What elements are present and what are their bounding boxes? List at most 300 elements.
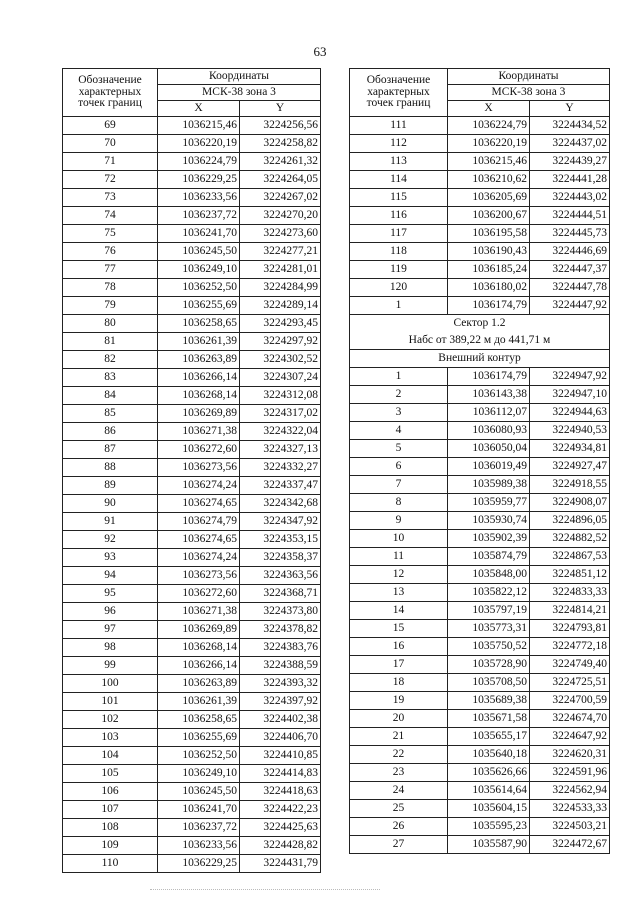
y-coordinate-cell: 3224410,85 — [240, 747, 321, 765]
table-row — [350, 836, 610, 854]
page-number: 63 — [313, 44, 327, 59]
point-number-cell: 18 — [350, 674, 448, 692]
point-number-cell: 110 — [63, 855, 158, 873]
table-row — [350, 476, 610, 494]
point-number-cell: 26 — [350, 818, 448, 836]
table-row — [63, 639, 321, 657]
y-coordinate-cell: 3224908,07 — [530, 494, 610, 512]
x-coordinate-cell: 1035797,19 — [448, 602, 530, 620]
point-number-cell: 13 — [350, 584, 448, 602]
y-coordinate-cell: 3224814,21 — [530, 602, 610, 620]
point-number-cell: 4 — [350, 422, 448, 440]
y-coordinate-cell: 3224441,28 — [530, 171, 610, 189]
point-number-cell: 82 — [63, 351, 158, 369]
point-number-cell: 104 — [63, 747, 158, 765]
table-row — [63, 297, 321, 315]
point-number-cell: 108 — [63, 819, 158, 837]
y-coordinate-cell: 3224264,05 — [240, 171, 321, 189]
table-row — [350, 692, 610, 710]
y-coordinate-cell: 3224297,92 — [240, 333, 321, 351]
designation-header-line1: Обозначение — [366, 74, 431, 87]
x-coordinate-cell: 1036249,10 — [158, 261, 240, 279]
table-row — [63, 315, 321, 333]
table-row — [63, 207, 321, 225]
table-row — [63, 585, 321, 603]
y-coordinate-cell: 3224358,37 — [240, 549, 321, 567]
x-coordinate-cell: 1035822,12 — [448, 584, 530, 602]
x-coordinate-cell: 1036241,70 — [158, 225, 240, 243]
x-coordinate-cell: 1036269,89 — [158, 621, 240, 639]
y-coordinate-cell: 3224674,70 — [530, 710, 610, 728]
sector-cell — [350, 315, 610, 350]
x-coordinate-cell: 1036237,72 — [158, 207, 240, 225]
point-number-cell: 14 — [350, 602, 448, 620]
point-number-cell: 24 — [350, 782, 448, 800]
designation-header-line2: характерных — [367, 85, 430, 98]
point-number-cell: 25 — [350, 800, 448, 818]
x-coordinate-cell: 1036271,38 — [158, 423, 240, 441]
point-number-cell: 21 — [350, 728, 448, 746]
point-number-cell: 100 — [63, 675, 158, 693]
y-coordinate-cell: 3224293,45 — [240, 315, 321, 333]
point-number-cell: 77 — [63, 261, 158, 279]
y-coordinate-cell: 3224896,05 — [530, 512, 610, 530]
y-coordinate-cell: 3224273,60 — [240, 225, 321, 243]
x-coordinate-cell: 1036263,89 — [158, 675, 240, 693]
y-coordinate-cell: 3224428,82 — [240, 837, 321, 855]
table-row — [350, 135, 610, 153]
x-coordinate-cell: 1036274,65 — [158, 495, 240, 513]
y-coordinate-cell: 3224393,32 — [240, 675, 321, 693]
x-coordinate-cell: 1036245,50 — [158, 243, 240, 261]
x-coordinate-cell: 1035604,15 — [448, 800, 530, 818]
x-coordinate-cell: 1035595,23 — [448, 818, 530, 836]
table-row — [350, 404, 610, 422]
y-coordinate-cell: 3224332,27 — [240, 459, 321, 477]
table-row — [63, 747, 321, 765]
y-coordinate-cell: 3224439,27 — [530, 153, 610, 171]
y-coordinate-cell: 3224437,02 — [530, 135, 610, 153]
point-number-cell: 113 — [350, 153, 448, 171]
right-table-body-bottom — [350, 368, 610, 854]
coordinates-table-right — [349, 68, 610, 854]
x-coordinate-cell: 1036249,10 — [158, 765, 240, 783]
point-number-cell: 1 — [350, 368, 448, 386]
right-table-body-top — [350, 117, 610, 315]
point-number-cell: 91 — [63, 513, 158, 531]
y-coordinate-cell: 3224368,71 — [240, 585, 321, 603]
y-coordinate-cell: 3224353,15 — [240, 531, 321, 549]
y-coordinate-cell: 3224302,52 — [240, 351, 321, 369]
y-column-header: Y — [530, 101, 610, 117]
x-coordinate-cell: 1035671,58 — [448, 710, 530, 728]
x-coordinate-cell: 1036174,79 — [448, 297, 530, 315]
coords-header-line1: Координаты — [158, 69, 321, 85]
x-coordinate-cell: 1035848,00 — [448, 566, 530, 584]
coords-header-line1: Координаты — [448, 69, 610, 85]
y-coordinate-cell: 3224620,31 — [530, 746, 610, 764]
x-coordinate-cell: 1035874,79 — [448, 548, 530, 566]
table-row — [350, 512, 610, 530]
y-coordinate-cell: 3224277,21 — [240, 243, 321, 261]
table-row — [63, 819, 321, 837]
point-number-cell: 20 — [350, 710, 448, 728]
x-coordinate-cell: 1036215,46 — [158, 117, 240, 135]
x-coordinate-cell: 1036255,69 — [158, 729, 240, 747]
table-row — [63, 423, 321, 441]
y-coordinate-cell: 3224833,33 — [530, 584, 610, 602]
point-number-cell: 94 — [63, 567, 158, 585]
table-row — [350, 207, 610, 225]
point-number-cell: 114 — [350, 171, 448, 189]
x-coordinate-cell: 1035750,52 — [448, 638, 530, 656]
point-number-cell: 3 — [350, 404, 448, 422]
x-coordinate-cell: 1036274,79 — [158, 513, 240, 531]
x-coordinate-cell: 1035626,66 — [448, 764, 530, 782]
y-coordinate-cell: 3224414,83 — [240, 765, 321, 783]
x-coordinate-cell: 1036263,89 — [158, 351, 240, 369]
point-number-cell: 15 — [350, 620, 448, 638]
point-number-cell: 119 — [350, 261, 448, 279]
y-coordinate-cell: 3224647,92 — [530, 728, 610, 746]
y-coordinate-cell: 3224867,53 — [530, 548, 610, 566]
table-row — [350, 818, 610, 836]
point-number-cell: 109 — [63, 837, 158, 855]
table-row — [350, 710, 610, 728]
table-row — [63, 801, 321, 819]
y-coordinate-cell: 3224256,56 — [240, 117, 321, 135]
table-row — [350, 189, 610, 207]
table-row — [63, 621, 321, 639]
x-coordinate-cell: 1036255,69 — [158, 297, 240, 315]
point-number-cell: 10 — [350, 530, 448, 548]
x-coordinate-cell: 1035773,31 — [448, 620, 530, 638]
table-row — [350, 225, 610, 243]
x-coordinate-cell: 1036185,24 — [448, 261, 530, 279]
point-number-cell: 80 — [63, 315, 158, 333]
designation-header — [63, 69, 158, 117]
x-coordinate-cell: 1036229,25 — [158, 855, 240, 873]
y-coordinate-cell: 3224307,24 — [240, 369, 321, 387]
x-coordinate-cell: 1036274,24 — [158, 549, 240, 567]
y-coordinate-cell: 3224258,82 — [240, 135, 321, 153]
y-coordinate-cell: 3224444,51 — [530, 207, 610, 225]
point-number-cell: 101 — [63, 693, 158, 711]
y-coordinate-cell: 3224591,96 — [530, 764, 610, 782]
x-coordinate-cell: 1036174,79 — [448, 368, 530, 386]
coords-header-line2: МСК-38 зона 3 — [448, 85, 610, 101]
point-number-cell: 99 — [63, 657, 158, 675]
y-coordinate-cell: 3224700,59 — [530, 692, 610, 710]
point-number-cell: 93 — [63, 549, 158, 567]
x-coordinate-cell: 1036220,19 — [158, 135, 240, 153]
outer-contour-row — [350, 350, 610, 368]
sector-height-range: Набс от 389,22 м до 441,71 м — [408, 334, 551, 346]
y-coordinate-cell: 3224322,04 — [240, 423, 321, 441]
point-number-cell: 2 — [350, 386, 448, 404]
point-number-cell: 112 — [350, 135, 448, 153]
table-row — [350, 602, 610, 620]
x-coordinate-cell: 1036233,56 — [158, 837, 240, 855]
table-row — [63, 693, 321, 711]
point-number-cell: 6 — [350, 458, 448, 476]
x-coordinate-cell: 1036268,14 — [158, 387, 240, 405]
scan-artifact-line — [150, 889, 380, 892]
table-row — [63, 171, 321, 189]
table-row — [63, 369, 321, 387]
y-coordinate-cell: 3224378,82 — [240, 621, 321, 639]
x-coordinate-cell: 1035587,90 — [448, 836, 530, 854]
table-row — [350, 746, 610, 764]
left-table-body — [63, 117, 321, 873]
point-number-cell: 23 — [350, 764, 448, 782]
point-number-cell: 96 — [63, 603, 158, 621]
table-row — [350, 422, 610, 440]
table-row — [350, 494, 610, 512]
x-coordinate-cell: 1036273,56 — [158, 459, 240, 477]
y-coordinate-cell: 3224284,99 — [240, 279, 321, 297]
x-coordinate-cell: 1036180,02 — [448, 279, 530, 297]
y-coordinate-cell: 3224402,38 — [240, 711, 321, 729]
x-coordinate-cell: 1036112,07 — [448, 404, 530, 422]
point-number-cell: 81 — [63, 333, 158, 351]
x-coordinate-cell: 1036220,19 — [448, 135, 530, 153]
x-coordinate-cell: 1036224,79 — [158, 153, 240, 171]
x-coordinate-cell: 1035689,38 — [448, 692, 530, 710]
y-coordinate-cell: 3224267,02 — [240, 189, 321, 207]
table-row — [350, 171, 610, 189]
y-coordinate-cell: 3224882,52 — [530, 530, 610, 548]
x-coordinate-cell: 1036274,65 — [158, 531, 240, 549]
x-coordinate-cell: 1036269,89 — [158, 405, 240, 423]
designation-header-line3: точек границ — [366, 97, 431, 110]
point-number-cell: 87 — [63, 441, 158, 459]
table-row — [63, 855, 321, 873]
point-number-cell: 92 — [63, 531, 158, 549]
table-row — [350, 728, 610, 746]
y-coordinate-cell: 3224772,18 — [530, 638, 610, 656]
y-coordinate-cell: 3224443,02 — [530, 189, 610, 207]
y-coordinate-cell: 3224342,68 — [240, 495, 321, 513]
table-row — [63, 513, 321, 531]
point-number-cell: 86 — [63, 423, 158, 441]
point-number-cell: 118 — [350, 243, 448, 261]
y-coordinate-cell: 3224947,10 — [530, 386, 610, 404]
table-row — [63, 243, 321, 261]
x-coordinate-cell: 1035728,90 — [448, 656, 530, 674]
table-row — [350, 458, 610, 476]
y-coordinate-cell: 3224312,08 — [240, 387, 321, 405]
point-number-cell: 8 — [350, 494, 448, 512]
point-number-cell: 9 — [350, 512, 448, 530]
point-number-cell: 97 — [63, 621, 158, 639]
x-coordinate-cell: 1036268,14 — [158, 639, 240, 657]
y-coordinate-cell: 3224383,76 — [240, 639, 321, 657]
table-row — [63, 441, 321, 459]
x-coordinate-cell: 1036229,25 — [158, 171, 240, 189]
x-column-header: X — [158, 101, 240, 117]
y-coordinate-cell: 3224289,14 — [240, 297, 321, 315]
x-coordinate-cell: 1036195,58 — [448, 225, 530, 243]
table-row — [63, 189, 321, 207]
x-coordinate-cell: 1036200,67 — [448, 207, 530, 225]
table-row — [63, 351, 321, 369]
outer-contour-label: Внешний контур — [350, 350, 610, 368]
x-coordinate-cell: 1035902,39 — [448, 530, 530, 548]
x-coordinate-cell: 1035989,38 — [448, 476, 530, 494]
y-coordinate-cell: 3224927,47 — [530, 458, 610, 476]
point-number-cell: 16 — [350, 638, 448, 656]
designation-header — [350, 69, 448, 117]
point-number-cell: 111 — [350, 117, 448, 135]
coordinates-table-left — [62, 68, 321, 873]
table-row — [350, 243, 610, 261]
point-number-cell: 120 — [350, 279, 448, 297]
table-row — [63, 333, 321, 351]
y-coordinate-cell: 3224749,40 — [530, 656, 610, 674]
x-coordinate-cell: 1036258,65 — [158, 711, 240, 729]
point-number-cell: 102 — [63, 711, 158, 729]
y-coordinate-cell: 3224388,59 — [240, 657, 321, 675]
point-number-cell: 5 — [350, 440, 448, 458]
point-number-cell: 17 — [350, 656, 448, 674]
y-coordinate-cell: 3224434,52 — [530, 117, 610, 135]
x-coordinate-cell: 1036215,46 — [448, 153, 530, 171]
y-coordinate-cell: 3224431,79 — [240, 855, 321, 873]
point-number-cell: 7 — [350, 476, 448, 494]
point-number-cell: 70 — [63, 135, 158, 153]
designation-header-line1: Обозначение — [78, 74, 142, 87]
table-row — [63, 405, 321, 423]
table-row — [63, 531, 321, 549]
sector-title: Сектор 1.2 — [453, 317, 506, 329]
table-row — [63, 387, 321, 405]
y-coordinate-cell: 3224940,53 — [530, 422, 610, 440]
point-number-cell: 106 — [63, 783, 158, 801]
point-number-cell: 73 — [63, 189, 158, 207]
sector-row — [350, 315, 610, 350]
table-row — [350, 656, 610, 674]
table-row — [350, 153, 610, 171]
point-number-cell: 95 — [63, 585, 158, 603]
x-coordinate-cell: 1035614,64 — [448, 782, 530, 800]
table-row — [350, 548, 610, 566]
table-row — [350, 566, 610, 584]
table-row — [350, 638, 610, 656]
y-coordinate-cell: 3224447,78 — [530, 279, 610, 297]
x-coordinate-cell: 1036190,43 — [448, 243, 530, 261]
y-coordinate-cell: 3224425,63 — [240, 819, 321, 837]
point-number-cell: 79 — [63, 297, 158, 315]
table-row — [350, 117, 610, 135]
x-coordinate-cell: 1036245,50 — [158, 783, 240, 801]
table-row — [63, 837, 321, 855]
table-row — [63, 765, 321, 783]
y-coordinate-cell: 3224472,67 — [530, 836, 610, 854]
y-coordinate-cell: 3224947,92 — [530, 368, 610, 386]
point-number-cell: 27 — [350, 836, 448, 854]
table-row — [63, 567, 321, 585]
x-coordinate-cell: 1036261,39 — [158, 333, 240, 351]
y-coordinate-cell: 3224725,51 — [530, 674, 610, 692]
point-number-cell: 78 — [63, 279, 158, 297]
x-coordinate-cell: 1036271,38 — [158, 603, 240, 621]
table-row — [63, 675, 321, 693]
y-coordinate-cell: 3224397,92 — [240, 693, 321, 711]
y-coordinate-cell: 3224270,20 — [240, 207, 321, 225]
x-coordinate-cell: 1036143,38 — [448, 386, 530, 404]
table-row — [63, 549, 321, 567]
y-coordinate-cell: 3224337,47 — [240, 477, 321, 495]
table-row — [63, 729, 321, 747]
point-number-cell: 22 — [350, 746, 448, 764]
y-coordinate-cell: 3224447,92 — [530, 297, 610, 315]
point-number-cell: 84 — [63, 387, 158, 405]
point-number-cell: 71 — [63, 153, 158, 171]
table-row — [63, 261, 321, 279]
y-coordinate-cell: 3224918,55 — [530, 476, 610, 494]
table-row — [63, 783, 321, 801]
x-coordinate-cell: 1036266,14 — [158, 657, 240, 675]
table-row — [63, 153, 321, 171]
y-column-header: Y — [240, 101, 321, 117]
point-number-cell: 90 — [63, 495, 158, 513]
point-number-cell: 72 — [63, 171, 158, 189]
point-number-cell: 83 — [63, 369, 158, 387]
x-coordinate-cell: 1036272,60 — [158, 441, 240, 459]
point-number-cell: 19 — [350, 692, 448, 710]
sector-section — [350, 315, 610, 368]
x-coordinate-cell: 1036273,56 — [158, 567, 240, 585]
point-number-cell: 12 — [350, 566, 448, 584]
y-coordinate-cell: 3224562,94 — [530, 782, 610, 800]
x-coordinate-cell: 1036241,70 — [158, 801, 240, 819]
y-coordinate-cell: 3224447,37 — [530, 261, 610, 279]
y-coordinate-cell: 3224317,02 — [240, 405, 321, 423]
table-row — [350, 782, 610, 800]
y-coordinate-cell: 3224347,92 — [240, 513, 321, 531]
x-coordinate-cell: 1035959,77 — [448, 494, 530, 512]
x-coordinate-cell: 1036266,14 — [158, 369, 240, 387]
y-coordinate-cell: 3224445,73 — [530, 225, 610, 243]
table-row — [63, 477, 321, 495]
table-row — [63, 495, 321, 513]
designation-header-line3: точек границ — [78, 97, 142, 110]
y-coordinate-cell: 3224446,69 — [530, 243, 610, 261]
y-coordinate-cell: 3224793,81 — [530, 620, 610, 638]
x-coordinate-cell: 1036237,72 — [158, 819, 240, 837]
x-coordinate-cell: 1036261,39 — [158, 693, 240, 711]
table-row — [63, 459, 321, 477]
x-coordinate-cell: 1036258,65 — [158, 315, 240, 333]
x-coordinate-cell: 1036272,60 — [158, 585, 240, 603]
table-row — [350, 764, 610, 782]
y-coordinate-cell: 3224327,13 — [240, 441, 321, 459]
point-number-cell: 74 — [63, 207, 158, 225]
y-coordinate-cell: 3224406,70 — [240, 729, 321, 747]
table-row — [350, 279, 610, 297]
table-row — [63, 135, 321, 153]
y-coordinate-cell: 3224261,32 — [240, 153, 321, 171]
point-number-cell: 1 — [350, 297, 448, 315]
y-coordinate-cell: 3224373,80 — [240, 603, 321, 621]
point-number-cell: 89 — [63, 477, 158, 495]
table-row — [63, 225, 321, 243]
x-coordinate-cell: 1036019,49 — [448, 458, 530, 476]
x-coordinate-cell: 1036205,69 — [448, 189, 530, 207]
x-coordinate-cell: 1036050,04 — [448, 440, 530, 458]
point-number-cell: 107 — [63, 801, 158, 819]
